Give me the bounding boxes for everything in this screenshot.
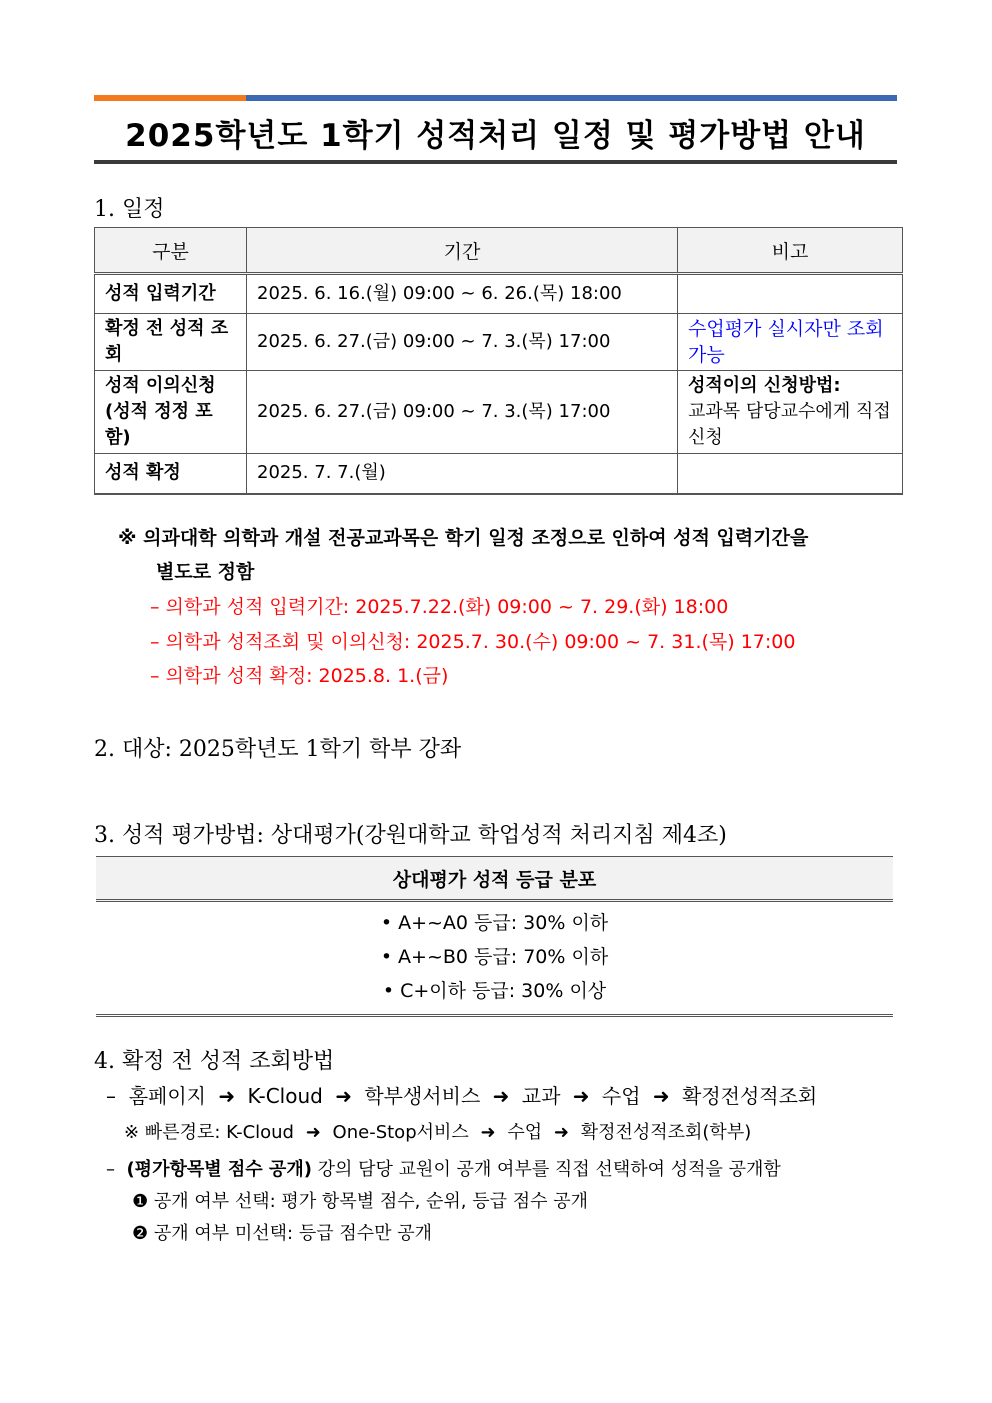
option-1-mark: ❶ bbox=[132, 1191, 149, 1212]
schedule-table bbox=[94, 227, 903, 495]
header-period: 기간 bbox=[247, 228, 678, 274]
note-mark: ※ bbox=[118, 527, 137, 549]
arrow-right-icon: ➜ bbox=[572, 1084, 590, 1108]
section-2-heading: 2. 대상: 2025학년도 1학기 학부 강좌 bbox=[94, 737, 462, 762]
list-item: • A+~B0 등급: 70% 이하 bbox=[380, 946, 609, 968]
note-line-1: 의과대학 의학과 개설 전공교과목은 학기 일정 조정으로 인하여 성적 입력기간을 bbox=[143, 527, 809, 549]
table-row bbox=[95, 371, 903, 454]
grade-table-header: 상대평가 성적 등급 분포 bbox=[96, 857, 893, 901]
section-1-heading: 1. 일정 bbox=[94, 197, 165, 222]
arrow-right-icon: ➜ bbox=[335, 1084, 352, 1108]
header-remark: 비고 bbox=[678, 228, 903, 274]
medical-inquiry-period: – 의학과 성적조회 및 이의신청: 2025.7. 30.(수) 09:00 ~ 7. 31.(목) 17:00 bbox=[150, 631, 796, 653]
page-title: 2025학년도 1학기 성적처리 일정 및 평가방법 안내 bbox=[125, 118, 866, 154]
row-remark bbox=[678, 274, 903, 314]
row-category: 성적 이의신청 (성적 정정 포함) bbox=[95, 371, 247, 454]
medical-input-period: – 의학과 성적 입력기간: 2025.7.22.(화) 09:00 ~ 7. 29.(화) 18:00 bbox=[150, 596, 729, 618]
section-3-heading: 3. 성적 평가방법: 상대평가(강원대학교 학업성적 처리지침 제4조) bbox=[94, 823, 727, 848]
shortcut-label: ※ 빠른경로: bbox=[124, 1122, 221, 1143]
table-row bbox=[95, 314, 903, 371]
row-remark bbox=[678, 371, 903, 454]
row-period: 2025. 6. 27.(금) 09:00 ~ 7. 3.(목) 17:00 bbox=[247, 371, 678, 454]
row-category: 성적 확정 bbox=[95, 454, 247, 494]
option-2-text: 공개 여부 미선택: 등급 점수만 공개 bbox=[153, 1223, 432, 1244]
disclosure-option-1 bbox=[132, 1187, 588, 1213]
title-accent-bar bbox=[94, 95, 897, 101]
arrow-right-icon: ➜ bbox=[652, 1084, 670, 1108]
path-step-student-service: 학부생서비스 bbox=[364, 1084, 481, 1108]
access-path bbox=[106, 1080, 817, 1109]
score-disclosure-line bbox=[106, 1155, 781, 1181]
row-period: 2025. 7. 7.(월) bbox=[247, 454, 678, 494]
row-remark bbox=[678, 454, 903, 494]
grade-items bbox=[96, 901, 893, 1016]
path-step-kcloud: K-Cloud bbox=[247, 1084, 323, 1108]
table-row bbox=[95, 274, 903, 314]
medical-school-note bbox=[118, 521, 908, 589]
remark-method-label: 성적이의 신청방법: bbox=[688, 375, 841, 396]
list-item: • A+~A0 등급: 30% 이하 bbox=[380, 912, 609, 934]
arrow-right-icon: ➜ bbox=[553, 1122, 569, 1143]
list-item: • C+이하 등급: 30% 이상 bbox=[382, 980, 607, 1002]
path-step-grade-view: 확정전성적조회 bbox=[682, 1084, 818, 1108]
row-period: 2025. 6. 27.(금) 09:00 ~ 7. 3.(목) 17:00 bbox=[247, 314, 678, 371]
disclosure-option-2 bbox=[132, 1219, 432, 1245]
arrow-right-icon: ➜ bbox=[218, 1084, 236, 1108]
accent-bar-blue bbox=[246, 95, 897, 101]
note-line-2: 별도로 정함 bbox=[156, 561, 255, 583]
path-step-home: 홈페이지 bbox=[128, 1084, 206, 1108]
option-1-text: 공개 여부 선택: 평가 항목별 점수, 순위, 등급 점수 공개 bbox=[153, 1191, 589, 1212]
header-category: 구분 bbox=[95, 228, 247, 274]
arrow-right-icon: ➜ bbox=[492, 1084, 510, 1108]
row-category: 확정 전 성적 조회 bbox=[95, 314, 247, 371]
table-row bbox=[95, 454, 903, 494]
section-4-heading: 4. 확정 전 성적 조회방법 bbox=[94, 1049, 335, 1074]
path-dash: – bbox=[106, 1084, 116, 1108]
disclosure-dash: – bbox=[106, 1159, 115, 1180]
shortcut-step-onestop: One-Stop서비스 bbox=[332, 1122, 469, 1143]
option-2-mark: ❷ bbox=[132, 1223, 149, 1244]
shortcut-step-kcloud: K-Cloud bbox=[226, 1122, 294, 1143]
row-period: 2025. 6. 16.(월) 09:00 ~ 6. 26.(목) 18:00 bbox=[247, 274, 678, 314]
remark-method-text: 교과목 담당교수에게 직접 신청 bbox=[688, 401, 891, 448]
row-remark: 수업평가 실시자만 조회 가능 bbox=[678, 314, 903, 371]
disclosure-label: (평가항목별 점수 공개) bbox=[126, 1159, 312, 1180]
schedule-header-row bbox=[95, 228, 903, 274]
row-category: 성적 입력기간 bbox=[95, 274, 247, 314]
shortcut-step-grade-view: 확정전성적조회(학부) bbox=[580, 1122, 752, 1143]
grade-distribution-table bbox=[96, 856, 893, 1017]
accent-bar-orange bbox=[94, 95, 246, 101]
path-step-class: 수업 bbox=[601, 1084, 641, 1108]
arrow-right-icon: ➜ bbox=[480, 1122, 496, 1143]
shortcut-path bbox=[124, 1118, 751, 1144]
path-step-academic: 교과 bbox=[521, 1084, 561, 1108]
medical-confirm-date: – 의학과 성적 확정: 2025.8. 1.(금) bbox=[150, 665, 449, 687]
title-underline bbox=[94, 160, 897, 164]
arrow-right-icon: ➜ bbox=[305, 1122, 321, 1143]
disclosure-text: 강의 담당 교원이 공개 여부를 직접 선택하여 성적을 공개함 bbox=[317, 1159, 781, 1180]
shortcut-step-class: 수업 bbox=[507, 1122, 543, 1143]
